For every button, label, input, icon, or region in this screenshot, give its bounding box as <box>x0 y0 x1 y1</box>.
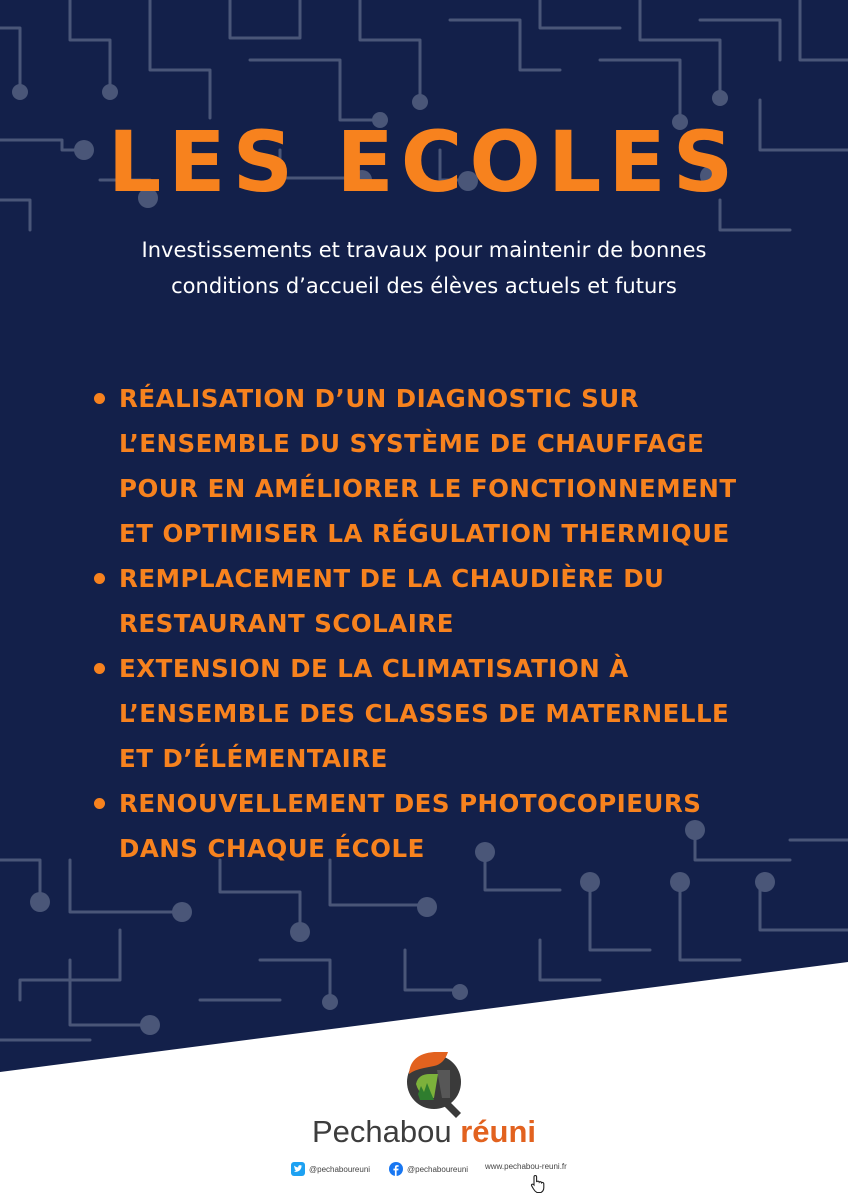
bullet-icon <box>94 573 105 584</box>
list-item <box>92 781 792 871</box>
item-line: POUR EN AMÉLIORER LE FONCTIONNEMENT <box>119 474 737 503</box>
page-title: LES ECOLES <box>107 113 741 211</box>
item-line: RÉALISATION D’UN DIAGNOSTIC SUR <box>119 384 639 413</box>
subtitle-line: Investissements et travaux pour maintenir de bonnes <box>141 238 707 262</box>
item-line: RESTAURANT SCOLAIRE <box>119 609 454 638</box>
bullet-icon <box>94 663 105 674</box>
brand-name: Pechabou réuni <box>311 1114 537 1149</box>
pointer-hand-icon <box>529 1174 547 1194</box>
facebook-handle: @pechaboureuni <box>407 1164 469 1174</box>
item-line: RENOUVELLEMENT DES PHOTOCOPIEURS <box>119 789 702 818</box>
twitter-icon <box>291 1162 305 1176</box>
item-line: L’ENSEMBLE DES CLASSES DE MATERNELLE <box>119 699 730 728</box>
list-item <box>92 556 792 646</box>
website-link[interactable] <box>485 1162 567 1171</box>
list-item <box>92 376 792 556</box>
twitter-link[interactable] <box>291 1162 370 1176</box>
subtitle <box>60 232 788 304</box>
website-url: www.pechabou-reuni.fr <box>485 1162 567 1171</box>
facebook-icon <box>389 1162 403 1176</box>
facebook-link[interactable] <box>389 1162 468 1176</box>
item-line: ET OPTIMISER LA RÉGULATION THERMIQUE <box>119 519 730 548</box>
item-line: ET D’ÉLÉMENTAIRE <box>119 744 388 773</box>
logo-icon <box>404 1048 476 1120</box>
twitter-handle: @pechaboureuni <box>309 1164 371 1174</box>
item-line: DANS CHAQUE ÉCOLE <box>119 834 425 863</box>
bullet-list <box>92 376 792 871</box>
bullet-icon <box>94 393 105 404</box>
item-line: REMPLACEMENT DE LA CHAUDIÈRE DU <box>119 564 665 593</box>
subtitle-line: conditions d’accueil des élèves actuels et futurs <box>171 274 677 298</box>
list-item <box>92 646 792 781</box>
bullet-icon <box>94 798 105 809</box>
item-line: L’ENSEMBLE DU SYSTÈME DE CHAUFFAGE <box>119 429 705 458</box>
item-line: EXTENSION DE LA CLIMATISATION À <box>119 654 629 683</box>
